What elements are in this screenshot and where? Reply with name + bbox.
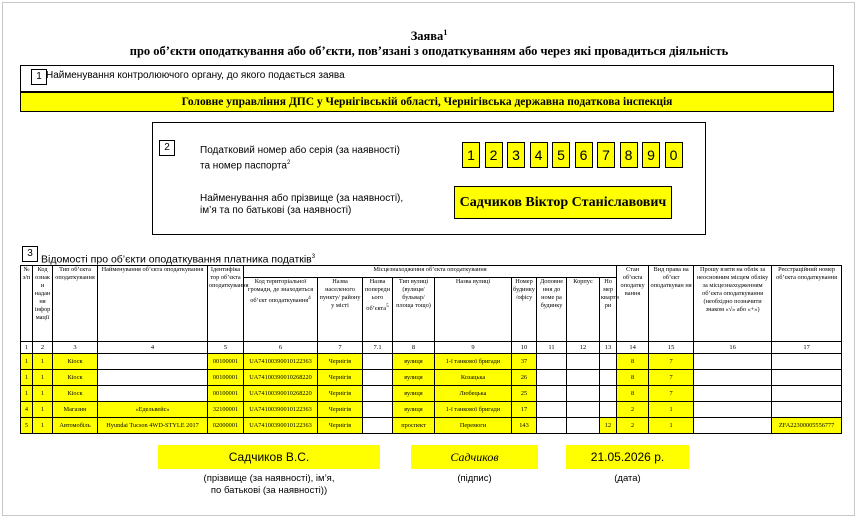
- col-header-prev-name: Назва попередн ього об’єкта$^5$: [363, 278, 393, 342]
- cell-corp[interactable]: [567, 354, 600, 370]
- cell-apt[interactable]: 12: [600, 418, 617, 434]
- cell-stype[interactable]: вулиця: [393, 386, 435, 402]
- cell-n[interactable]: 1: [21, 370, 33, 386]
- cell-n[interactable]: 1: [21, 386, 33, 402]
- cell-n[interactable]: 5: [21, 418, 33, 434]
- objects-table: [20, 265, 842, 434]
- section3-title: Відомості про об’єкти оподаткування платника податків$^3$: [41, 253, 316, 266]
- column-number-cell: 15: [649, 342, 694, 354]
- cell-state[interactable]: 8: [617, 370, 649, 386]
- tax-digit-box[interactable]: 1: [462, 142, 480, 168]
- column-number-cell: 5: [208, 342, 244, 354]
- cell-street[interactable]: Любецька: [435, 386, 512, 402]
- column-number-cell: 2: [33, 342, 53, 354]
- column-number-row: [21, 342, 842, 354]
- cell-mark[interactable]: [694, 418, 772, 434]
- cell-mark[interactable]: [694, 370, 772, 386]
- cell-city[interactable]: Чернігів: [318, 418, 363, 434]
- cell-mark[interactable]: [694, 402, 772, 418]
- column-number-cell: 10: [512, 342, 537, 354]
- cell-mark[interactable]: [694, 386, 772, 402]
- tax-digit-box[interactable]: 2: [485, 142, 503, 168]
- cell-right[interactable]: 1: [649, 402, 694, 418]
- tax-number-label: Податковий номер або серія (за наявності) та номер паспорта$^2$: [200, 145, 400, 172]
- column-number-cell: 8: [393, 342, 435, 354]
- cell-add[interactable]: [537, 402, 567, 418]
- col-header-register: Прошу взяти на облік за неосновним місцем обліку за місцезнаходженням об’єкта оподаткування (необхідно позначити знаком «√» або «+»): [694, 266, 772, 342]
- cell-city[interactable]: Чернігів: [318, 402, 363, 418]
- col-header-reg-number: Реєстраційний номер об’єкта оподаткування: [772, 266, 842, 342]
- cell-kato[interactable]: UA74100390010268220: [244, 386, 318, 402]
- cell-prev[interactable]: [363, 386, 393, 402]
- cell-house[interactable]: 26: [512, 370, 537, 386]
- cell-street[interactable]: Козацька: [435, 370, 512, 386]
- cell-prev[interactable]: [363, 418, 393, 434]
- date-caption: (дата): [614, 473, 641, 484]
- cell-corp[interactable]: [567, 418, 600, 434]
- col-header-number: № з/п: [21, 266, 33, 342]
- document-title: Заява$^1$: [410, 28, 448, 44]
- cell-right[interactable]: 7: [649, 386, 694, 402]
- cell-stype[interactable]: вулиця: [393, 354, 435, 370]
- cell-mark[interactable]: [694, 354, 772, 370]
- cell-type[interactable]: Магазин: [53, 402, 98, 418]
- cell-city[interactable]: Чернігів: [318, 386, 363, 402]
- cell-name[interactable]: [98, 354, 208, 370]
- col-header-location: Місцезнаходження об’єкта оподаткування: [244, 266, 617, 278]
- taxpayer-name-field[interactable]: Садчиков Віктор Станіславович: [454, 186, 672, 219]
- tax-digit-box[interactable]: 5: [552, 142, 570, 168]
- cell-add[interactable]: [537, 386, 567, 402]
- date-field[interactable]: 21.05.2026 р.: [566, 445, 689, 469]
- column-number-cell: 4: [98, 342, 208, 354]
- cell-apt[interactable]: [600, 354, 617, 370]
- cell-add[interactable]: [537, 370, 567, 386]
- col-header-street-type: Тип вулиці (вулиця/ бульвар/ площа тощо): [393, 278, 435, 342]
- cell-type[interactable]: Кіоск: [53, 354, 98, 370]
- cell-prev[interactable]: [363, 354, 393, 370]
- cell-add[interactable]: [537, 354, 567, 370]
- cell-right[interactable]: 7: [649, 370, 694, 386]
- section1-label: Найменування контролюючого органу, до якого подається заява: [46, 70, 345, 81]
- table-row: [21, 402, 842, 418]
- cell-stype[interactable]: проспект: [393, 418, 435, 434]
- cell-name[interactable]: [98, 386, 208, 402]
- col-header-right: Вид права на об’єкт оподаткуван ня: [649, 266, 694, 342]
- column-number-cell: 13: [600, 342, 617, 354]
- cell-add[interactable]: [537, 418, 567, 434]
- cell-id[interactable]: 00100001: [208, 370, 244, 386]
- signer-name-field[interactable]: Садчиков В.С.: [158, 445, 380, 469]
- cell-reg[interactable]: [772, 386, 842, 402]
- cell-state[interactable]: 8: [617, 354, 649, 370]
- cell-house[interactable]: 17: [512, 402, 537, 418]
- cell-name[interactable]: «Едельвейс»: [98, 402, 208, 418]
- cell-stype[interactable]: вулиця: [393, 370, 435, 386]
- cell-corp[interactable]: [567, 386, 600, 402]
- signature-field[interactable]: Садчиков: [411, 445, 538, 469]
- cell-apt[interactable]: [600, 402, 617, 418]
- cell-reg[interactable]: [772, 370, 842, 386]
- cell-street[interactable]: 1-ї танкової бригади: [435, 354, 512, 370]
- col-header-type: Тип об’єкта оподаткування: [53, 266, 98, 342]
- column-number-cell: 9: [435, 342, 512, 354]
- cell-street[interactable]: Перемоги: [435, 418, 512, 434]
- cell-state[interactable]: 8: [617, 386, 649, 402]
- cell-kato[interactable]: UA74100390010122363: [244, 418, 318, 434]
- cell-prev[interactable]: [363, 402, 393, 418]
- cell-code[interactable]: 1: [33, 370, 53, 386]
- cell-kato[interactable]: UA74100390010122363: [244, 354, 318, 370]
- tax-digit-box[interactable]: 8: [620, 142, 638, 168]
- cell-code[interactable]: 1: [33, 354, 53, 370]
- cell-reg[interactable]: [772, 354, 842, 370]
- cell-code[interactable]: 1: [33, 402, 53, 418]
- document-subtitle: про об’єкти оподаткування або об’єкти, пов’язані з оподаткуванням або через які провадиться діяльність: [129, 44, 729, 58]
- col-header-apartment: Но мер кварти ри: [600, 278, 617, 342]
- cell-city[interactable]: Чернігів: [318, 370, 363, 386]
- table-header-row: [21, 266, 842, 278]
- cell-house[interactable]: 25: [512, 386, 537, 402]
- tax-digit-box[interactable]: 9: [642, 142, 660, 168]
- cell-reg[interactable]: [772, 402, 842, 418]
- cell-id[interactable]: 00100001: [208, 386, 244, 402]
- cell-reg[interactable]: ZFA22300005556777: [772, 418, 842, 434]
- tax-digit-box[interactable]: 3: [507, 142, 525, 168]
- tax-digit-box[interactable]: 7: [597, 142, 615, 168]
- cell-id[interactable]: 32100001: [208, 402, 244, 418]
- col-header-city: Назва населеного пункту/ району у місті: [318, 278, 363, 342]
- tax-digit-box[interactable]: 0: [665, 142, 683, 168]
- cell-type[interactable]: Кіоск: [53, 370, 98, 386]
- cell-kato[interactable]: UA74100390010268220: [244, 370, 318, 386]
- col-header-corpus: Корпус: [567, 278, 600, 342]
- section1-number: 1: [31, 69, 47, 85]
- col-header-code: Код ознак и надан ня інфор мації: [33, 266, 53, 342]
- section3-number: 3: [22, 246, 38, 262]
- cell-stype[interactable]: вулиця: [393, 402, 435, 418]
- table-row: [21, 386, 842, 402]
- column-number-cell: 3: [53, 342, 98, 354]
- column-number-cell: 16: [694, 342, 772, 354]
- cell-kato[interactable]: UA74100390010122363: [244, 402, 318, 418]
- cell-id[interactable]: 00100001: [208, 354, 244, 370]
- column-number-cell: 17: [772, 342, 842, 354]
- cell-city[interactable]: Чернігів: [318, 354, 363, 370]
- tax-digit-box[interactable]: 6: [575, 142, 593, 168]
- cell-apt[interactable]: [600, 386, 617, 402]
- column-number-cell: 7.1: [363, 342, 393, 354]
- cell-state[interactable]: 2: [617, 418, 649, 434]
- col-header-kato: Код територіальної громади, де знаходиться об’єкт оподаткування$^4$: [244, 278, 318, 342]
- cell-corp[interactable]: [567, 370, 600, 386]
- cell-street[interactable]: 1-ї танкової бригади: [435, 402, 512, 418]
- cell-code[interactable]: 1: [33, 386, 53, 402]
- tax-digit-box[interactable]: 4: [530, 142, 548, 168]
- col-header-house-add: Доповне ння до номе ра будинку: [537, 278, 567, 342]
- col-header-name: Найменування об’єкта оподаткування: [98, 266, 208, 342]
- signer-name-caption: (прізвище (за наявності), ім’я, по батькові (за наявності)): [203, 473, 335, 496]
- column-number-cell: 7: [318, 342, 363, 354]
- cell-corp[interactable]: [567, 402, 600, 418]
- column-number-cell: 14: [617, 342, 649, 354]
- table-row: [21, 370, 842, 386]
- cell-type[interactable]: Автомобіль: [53, 418, 98, 434]
- col-header-id: Ідентифіка тор об’єкта оподаткування: [208, 266, 244, 342]
- col-header-house: Номер будинку /офісу: [512, 278, 537, 342]
- cell-id[interactable]: 02000001: [208, 418, 244, 434]
- objects-table-body: [21, 354, 842, 434]
- signature-caption: (підпис): [457, 473, 492, 484]
- cell-name[interactable]: [98, 370, 208, 386]
- cell-apt[interactable]: [600, 370, 617, 386]
- cell-code[interactable]: 1: [33, 418, 53, 434]
- column-number-cell: 6: [244, 342, 318, 354]
- col-header-street: Назва вулиці: [435, 278, 512, 342]
- cell-state[interactable]: 2: [617, 402, 649, 418]
- cell-house[interactable]: 143: [512, 418, 537, 434]
- cell-type[interactable]: Кіоск: [53, 386, 98, 402]
- cell-house[interactable]: 37: [512, 354, 537, 370]
- column-number-cell: 12: [567, 342, 600, 354]
- cell-prev[interactable]: [363, 370, 393, 386]
- cell-n[interactable]: 1: [21, 354, 33, 370]
- col-header-state: Стан об’єкта оподатку вання: [617, 266, 649, 342]
- authority-field[interactable]: Головне управління ДПС у Чернігівській області, Чернігівська державна податкова інспекція: [20, 92, 834, 112]
- cell-name[interactable]: Hyundai Tucson 4WD-STYLE 2017: [98, 418, 208, 434]
- name-label: Найменування або прізвище (за наявності), ім’я та по батькові (за наявності): [200, 193, 404, 216]
- cell-right[interactable]: 1: [649, 418, 694, 434]
- section2-number: 2: [159, 140, 175, 156]
- cell-n[interactable]: 4: [21, 402, 33, 418]
- table-row: [21, 354, 842, 370]
- table-row: [21, 418, 842, 434]
- column-number-cell: 1: [21, 342, 33, 354]
- column-number-cell: 11: [537, 342, 567, 354]
- cell-right[interactable]: 7: [649, 354, 694, 370]
